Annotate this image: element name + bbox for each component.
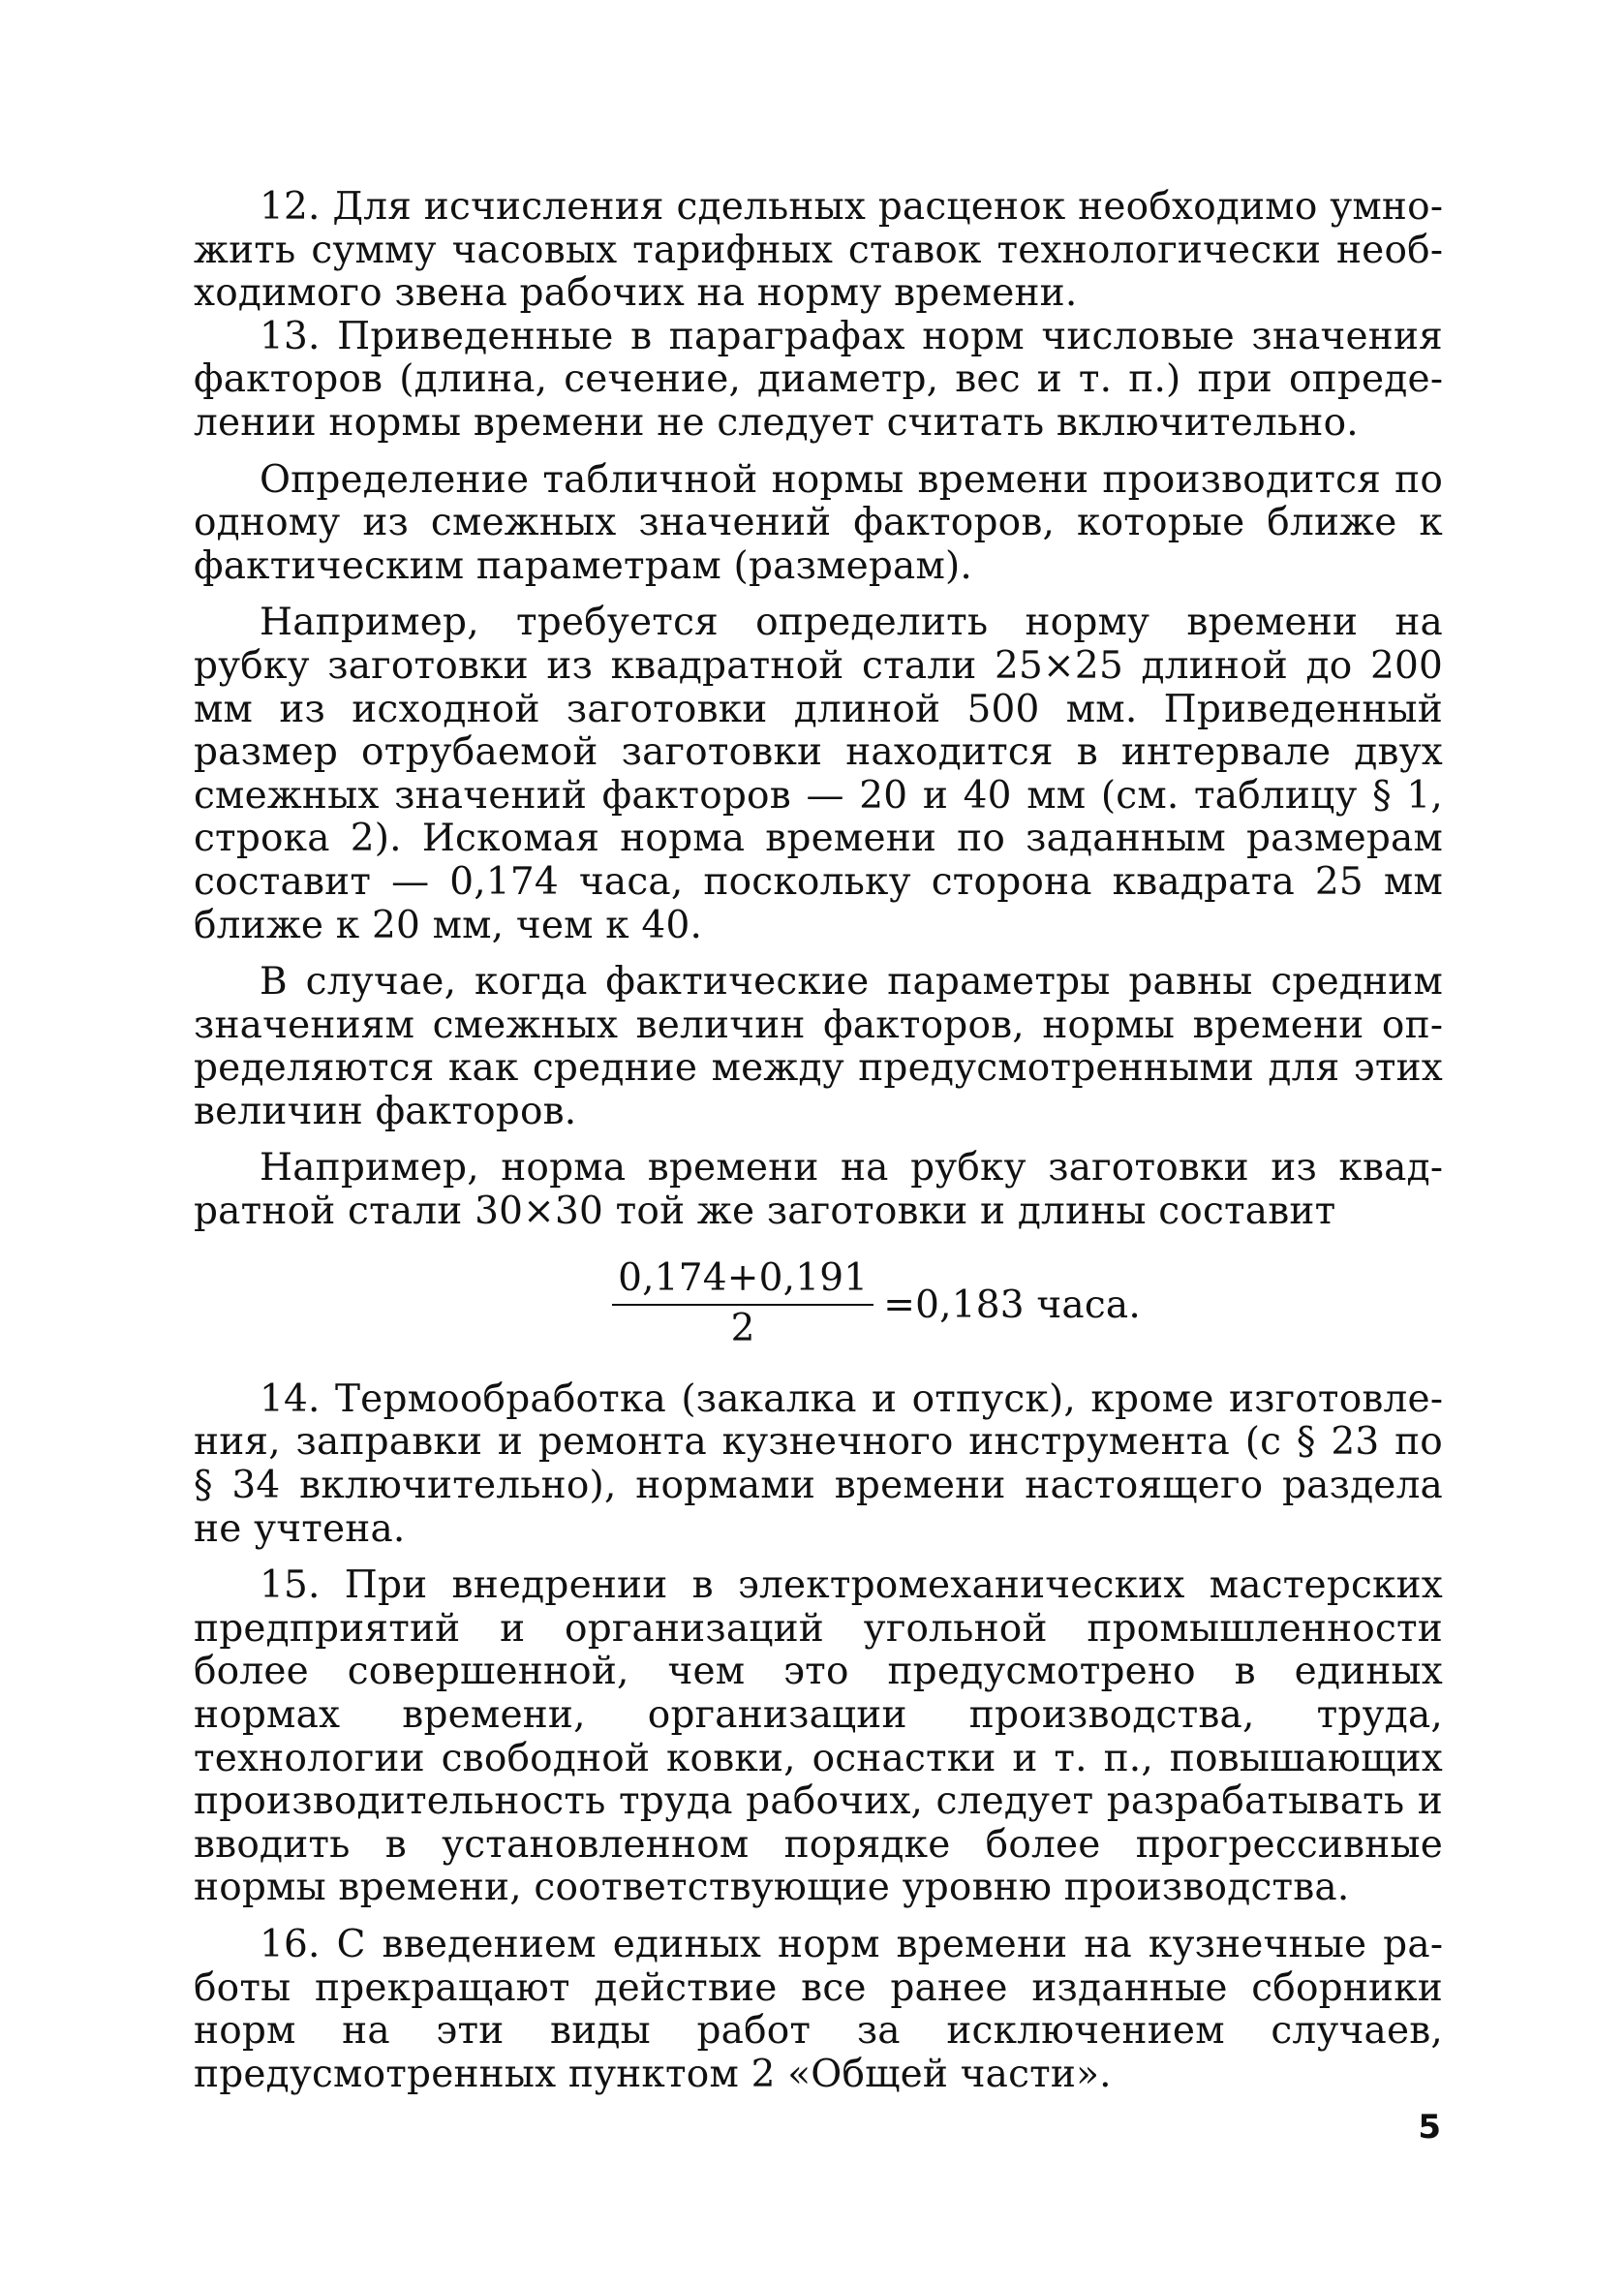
paragraph-15: 15. При внедрении в электромеханических мастерских предприятий и организаций угольной промышленности более совершенной, чем это предусмотрено в единых нормах времени, организации производства, труда, технологии свободной ковки, оснастки и т. п., повышающих производительность труда рабочих, следует разрабатывать и вводить в установленном порядке более прогрессивные нормы времени, соответствующие уровню производства.	[194, 1563, 1443, 1910]
fraction	[496, 1257, 873, 1351]
page-number: 5	[1418, 2108, 1441, 2147]
fraction-denominator: 2	[730, 1307, 755, 1351]
body-text	[194, 186, 1443, 2096]
paragraph-14: 14. Термообработка (закалка и отпуск), кроме изготовления, заправки и ремонта кузнечного инструмента (с § 23 по § 34 включительно), нормами времени настоящего раздела не учтена.	[194, 1376, 1443, 1551]
paragraph-example-1: Например, требуется определить норму времени на рубку заготовки из квадратной стали 25×25 длиной до 200 мм из исходной заготовки длиной 500 мм. Приведенный размер отрубаемой заготовки находится в интервале двух смежных значений факторов — 20 и 40 мм (см. таблицу § 1, строка 2). Искомая норма времени по заданным размерам составит — 0,174 часа, поскольку сторона квадрата 25 мм ближе к 20 мм, чем к 40.	[194, 601, 1443, 947]
paragraph-definition: Определение табличной нормы времени производится по одному из смежных значений факторов, которые ближе к фактическим параметрам (размерам).	[194, 457, 1443, 588]
formula-result: =0,183 часа.	[883, 1283, 1141, 1327]
formula	[194, 1257, 1443, 1351]
paragraph-12: 12. Для исчисления сдельных расценок необходимо умножить сумму часовых тарифных ставок технологически необходимого звена рабочих на норму времени.	[194, 185, 1443, 316]
fraction-numerator: 0,174+0,191	[612, 1257, 873, 1307]
paragraph-example-2: Например, норма времени на рубку заготовки из квадратной стали 30×30 той же заготовки и длины составит	[194, 1146, 1443, 1234]
paragraph-average-case: В случае, когда фактические параметры равны средним значениям смежных величин факторов, нормы времени определяются как средние между предусмотренными для этих величин факторов.	[194, 960, 1443, 1133]
paragraph-13: 13. Приведенные в параграфах норм числовые значения факторов (длина, сечение, диаметр, вес и т. п.) при определении нормы времени не следует считать включительно.	[194, 314, 1443, 445]
paragraph-16: 16. С введением единых норм времени на кузнечные работы прекращают действие все ранее изданные сборники норм на эти виды работ за исключением случаев, предусмотренных пунктом 2 «Общей части».	[194, 1922, 1443, 2096]
